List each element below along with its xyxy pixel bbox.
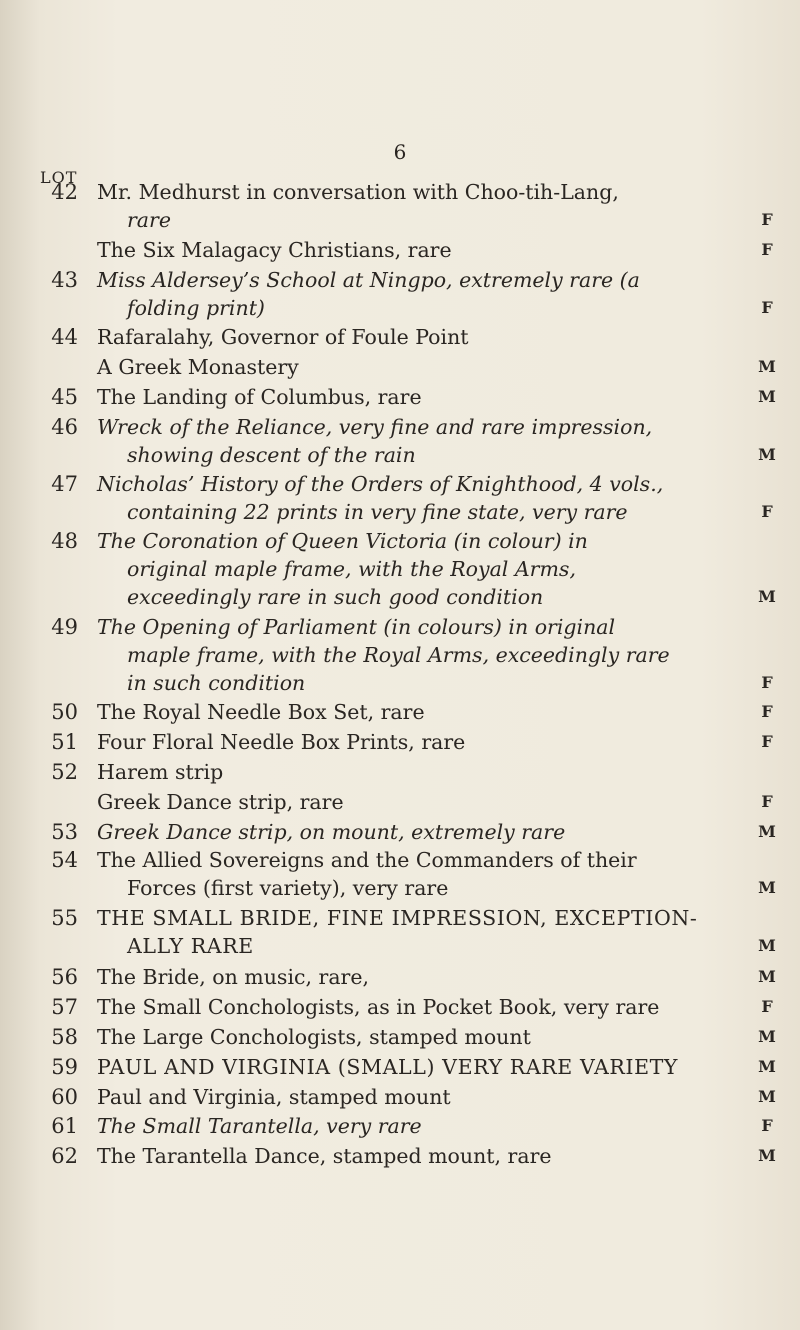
condition-code: F <box>761 997 773 1016</box>
description-line: Four Floral Needle Box Prints, rare <box>97 730 466 754</box>
description-line: showing descent of the rain <box>127 443 416 467</box>
lot-number: 42 <box>51 180 78 204</box>
lot-number: 59 <box>51 1055 78 1079</box>
lot-number: 46 <box>51 415 78 439</box>
condition-code: F <box>761 1116 773 1135</box>
condition-code: F <box>761 673 773 692</box>
description-line: PAUL AND VIRGINIA (SMALL) VERY RARE VARIETY <box>97 1055 679 1079</box>
description-line: Greek Dance strip, rare <box>97 790 344 814</box>
description-line: The Royal Needle Box Set, rare <box>97 700 425 724</box>
lot-description <box>97 178 737 234</box>
lot-number: 61 <box>51 1114 78 1138</box>
condition-code: M <box>758 445 776 464</box>
lot-description <box>97 353 737 381</box>
description-line: Forces (first variety), very rare <box>127 876 449 900</box>
condition-code: F <box>761 732 773 751</box>
condition-code: M <box>758 967 776 986</box>
condition-code: F <box>761 792 773 811</box>
condition-code: F <box>761 702 773 721</box>
description-line: Harem strip <box>97 760 224 784</box>
description-line: exceedingly rare in such good condition <box>127 585 544 609</box>
lot-column-header: LOT <box>40 168 78 187</box>
lot-description <box>97 323 737 351</box>
description-line: original maple frame, with the Royal Arms, <box>127 557 576 581</box>
condition-code: F <box>761 298 773 317</box>
lot-description <box>97 788 737 816</box>
lot-number: 51 <box>51 730 78 754</box>
lot-number: 48 <box>51 529 78 553</box>
condition-code: F <box>761 210 773 229</box>
condition-code: M <box>758 822 776 841</box>
condition-code: M <box>758 878 776 897</box>
description-line: A Greek Monastery <box>97 355 299 379</box>
description-line: The Small Tarantella, very rare <box>97 1114 422 1138</box>
condition-code: M <box>758 1087 776 1106</box>
description-line: Miss Aldersey’s School at Ningpo, extremely rare (a <box>97 268 640 292</box>
lot-description <box>97 470 737 526</box>
lot-description <box>97 698 737 726</box>
condition-code: M <box>758 387 776 406</box>
description-line: Greek Dance strip, on mount, extremely rare <box>97 820 566 844</box>
lot-number: 56 <box>51 965 78 989</box>
description-line: Mr. Medhurst in conversation with Choo-tih-Lang, <box>97 180 619 204</box>
lot-description <box>97 963 737 991</box>
description-line: The Landing of Columbus, rare <box>97 385 422 409</box>
lot-description <box>97 846 737 902</box>
description-line: The Coronation of Queen Victoria (in colour) in <box>97 529 588 553</box>
description-line: The Allied Sovereigns and the Commanders of their <box>97 848 637 872</box>
condition-code: M <box>758 1146 776 1165</box>
condition-code: M <box>758 936 776 955</box>
lot-description <box>97 383 737 411</box>
lot-number: 54 <box>51 848 78 872</box>
lot-description <box>97 413 737 469</box>
lot-description <box>97 527 737 611</box>
lot-description <box>97 1053 737 1081</box>
lot-number: 43 <box>51 268 78 292</box>
description-line: in such condition <box>127 671 306 695</box>
description-line: folding print) <box>127 296 265 320</box>
lot-description <box>97 1112 737 1140</box>
description-line: containing 22 prints in very fine state, very rare <box>127 500 628 524</box>
description-line: The Six Malagacy Christians, rare <box>97 238 452 262</box>
lot-number: 50 <box>51 700 78 724</box>
description-line: The Small Conchologists, as in Pocket Book, very rare <box>97 995 660 1019</box>
description-line: rare <box>127 208 171 232</box>
description-line: The Bride, on music, rare, <box>97 965 369 989</box>
lot-number: 49 <box>51 615 78 639</box>
lot-description <box>97 1083 737 1111</box>
lot-number: 58 <box>51 1025 78 1049</box>
lot-description <box>97 1023 737 1051</box>
lot-description <box>97 993 737 1021</box>
lot-number: 45 <box>51 385 78 409</box>
condition-code: F <box>761 502 773 521</box>
description-line: Wreck of the Reliance, very fine and rare impression, <box>97 415 653 439</box>
lot-number: 47 <box>51 472 78 496</box>
description-line: The Large Conchologists, stamped mount <box>97 1025 531 1049</box>
condition-code: F <box>761 240 773 259</box>
lot-description <box>97 236 737 264</box>
condition-code: M <box>758 1057 776 1076</box>
lot-number: 60 <box>51 1085 78 1109</box>
lot-description <box>97 818 737 846</box>
description-line: maple frame, with the Royal Arms, exceedingly rare <box>127 643 670 667</box>
description-line: Nicholas’ History of the Orders of Knighthood, 4 vols., <box>97 472 664 496</box>
description-line: THE SMALL BRIDE, FINE IMPRESSION, EXCEPTION- <box>97 906 698 930</box>
description-line: Paul and Virginia, stamped mount <box>97 1085 451 1109</box>
lot-number: 55 <box>51 906 78 930</box>
lot-description <box>97 266 737 322</box>
lot-number: 62 <box>51 1144 78 1168</box>
lot-description <box>97 613 737 697</box>
lot-description <box>97 1142 737 1170</box>
condition-code: M <box>758 1027 776 1046</box>
description-line: ALLY RARE <box>127 934 254 958</box>
lot-description <box>97 758 737 786</box>
page-number: 6 <box>393 140 407 164</box>
lot-number: 44 <box>51 325 78 349</box>
lot-number: 52 <box>51 760 78 784</box>
lot-number: 57 <box>51 995 78 1019</box>
description-line: Rafaralahy, Governor of Foule Point <box>97 325 469 349</box>
lot-description <box>97 904 737 960</box>
description-line: The Opening of Parliament (in colours) in original <box>97 615 616 639</box>
description-line: The Tarantella Dance, stamped mount, rare <box>97 1144 552 1168</box>
condition-code: M <box>758 357 776 376</box>
condition-code: M <box>758 587 776 606</box>
lot-number: 53 <box>51 820 78 844</box>
lot-description <box>97 728 737 756</box>
